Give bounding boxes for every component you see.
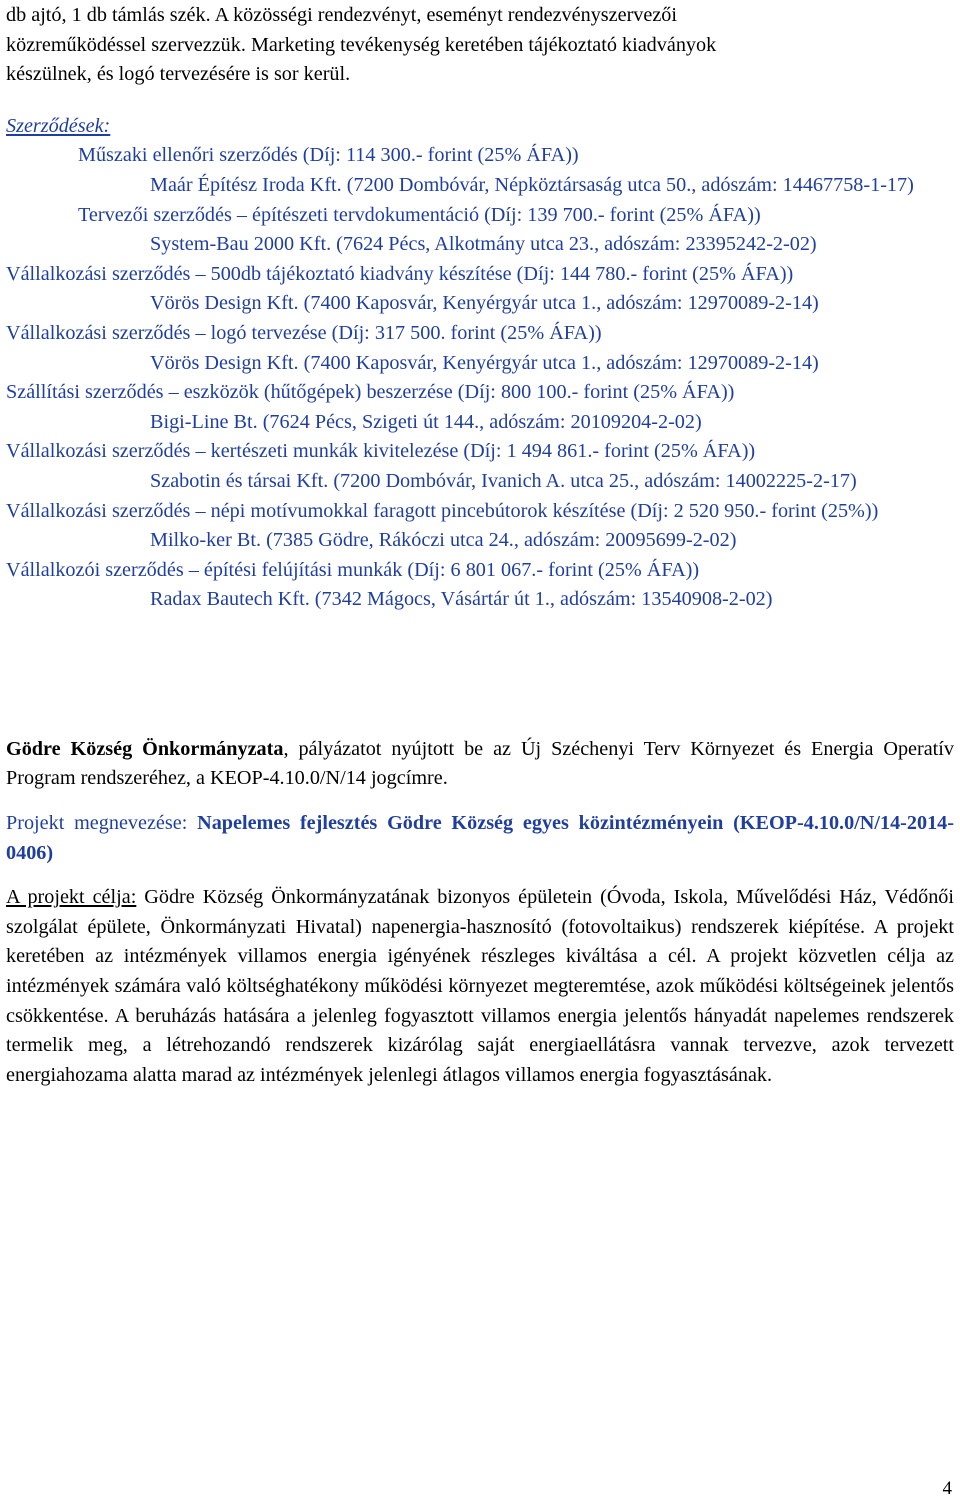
- aim-text: Gödre Község Önkormányzatának bizonyos épületein (Óvoda, Iskola, Művelődési Ház, Védőnői szolgálat épülete, Önkormányzati Hivatal) napenergia-hasznosító (fotovoltaikus) rendszerek kiépítése. A projekt keretében az intézmények villamos energia igényének részleges kiváltása a cél. A projekt közvetlen célja az intézmények számára való költséghatékony működési környezet megteremtése, azok működési költségeinek jelentős csökkentése. A beruházás hatására a jelenleg fogyasztott villamos energia jelentős hányadát napelemes rendszerek termelik meg, a létrehozandó rendszerek kizárólag saját energiaellátásra vannak tervezve, azok tervezett energiahozama alatta marad az intézmények jelenlegi átlagos villamos energia fogyasztásának.: [6, 886, 954, 1086]
- page-number: 4: [942, 1478, 952, 1499]
- document-page: [6, 0, 954, 1090]
- contractor-details: Milko-ker Bt. (7385 Gödre, Rákóczi utca 24., adószám: 20095699-2-02): [150, 529, 737, 552]
- contract-item: [6, 260, 954, 319]
- contracts-list: [6, 141, 954, 615]
- contract-item: [6, 378, 954, 437]
- contract-title: Vállalkozási szerződés – logó tervezése (Díj: 317 500. forint (25% ÁFA)): [6, 321, 602, 344]
- contractor-details: Vörös Design Kft. (7400 Kaposvár, Kenyérgyár utca 1., adószám: 12970089-2-14): [150, 292, 819, 315]
- contractor-details: Szabotin és társai Kft. (7200 Dombóvár, Ivanich A. utca 25., adószám: 14002225-2-17): [150, 469, 857, 492]
- applicant-paragraph: [6, 735, 954, 794]
- contractor-details: System-Bau 2000 Kft. (7624 Pécs, Alkotmány utca 23., adószám: 23395242-2-02): [150, 233, 817, 256]
- intro-line-3: készülnek, és logó tervezésére is sor kerül.: [6, 63, 351, 86]
- contract-item: [78, 141, 954, 200]
- contract-title: Műszaki ellenőri szerződés (Díj: 114 300.- forint (25% ÁFA)): [78, 144, 579, 167]
- contract-title: Szállítási szerződés – eszközök (hűtőgépek) beszerzése (Díj: 800 100.- forint (25% ÁFA)): [6, 381, 735, 404]
- intro-paragraph: [6, 1, 954, 90]
- contractor-details: Bigi-Line Bt. (7624 Pécs, Szigeti út 144., adószám: 20109204-2-02): [150, 410, 702, 433]
- contractor-details: Vörös Design Kft. (7400 Kaposvár, Kenyérgyár utca 1., adószám: 12970089-2-14): [150, 351, 819, 374]
- contractor-details: Maár Építész Iroda Kft. (7200 Dombóvár, Népköztársaság utca 50., adószám: 14467758-1-17): [150, 173, 914, 196]
- applicant-text: , pályázatot nyújtott be az Új Széchenyi Terv Környezet és Energia Operatív Program rendszeréhez, a KEOP-4.10.0/N/14 jogcímre.: [6, 737, 954, 790]
- contracts-heading: Szerződések:: [6, 114, 111, 137]
- contract-title: Vállalkozási szerződés – népi motívumokkal faragott pincebútorok készítése (Díj: 2 520 950.- forint (25%)): [6, 499, 879, 522]
- applicant-name: Gödre Község Önkormányzata: [6, 737, 284, 760]
- contract-item: [6, 319, 954, 378]
- intro-line-2: közreműködéssel szervezzük. Marketing tevékenység keretében tájékoztató kiadványok: [6, 33, 717, 56]
- project-aim-paragraph: [6, 883, 954, 1090]
- contract-title: Vállalkozói szerződés – építési felújítási munkák (Díj: 6 801 067.- forint (25% ÁFA)): [6, 558, 700, 581]
- contractor-details: Radax Bautech Kft. (7342 Mágocs, Vásártár út 1., adószám: 13540908-2-02): [150, 588, 773, 611]
- project-name-paragraph: [6, 809, 954, 868]
- contract-title: Tervezői szerződés – építészeti tervdokumentáció (Díj: 139 700.- forint (25% ÁFA)): [78, 203, 761, 226]
- intro-line-1: db ajtó, 1 db támlás szék. A közösségi rendezvényt, eseményt rendezvényszervezői: [6, 4, 678, 26]
- project-label: Projekt megnevezése:: [6, 812, 198, 835]
- project-name: Napelemes fejlesztés Gödre Község egyes közintézményein (KEOP-4.10.0/N/14-2014-0406): [6, 812, 954, 864]
- contract-title: Vállalkozási szerződés – 500db tájékoztató kiadvány készítése (Díj: 144 780.- forint (25% ÁFA)): [6, 262, 794, 285]
- contract-item: [6, 437, 954, 496]
- contract-title: Vállalkozási szerződés – kertészeti munkák kivitelezése (Díj: 1 494 861.- forint (25% ÁFA)): [6, 440, 756, 463]
- aim-label: A projekt célja:: [6, 886, 137, 909]
- contract-item: [6, 497, 954, 556]
- contract-item: [78, 201, 954, 260]
- contract-item: [6, 556, 954, 615]
